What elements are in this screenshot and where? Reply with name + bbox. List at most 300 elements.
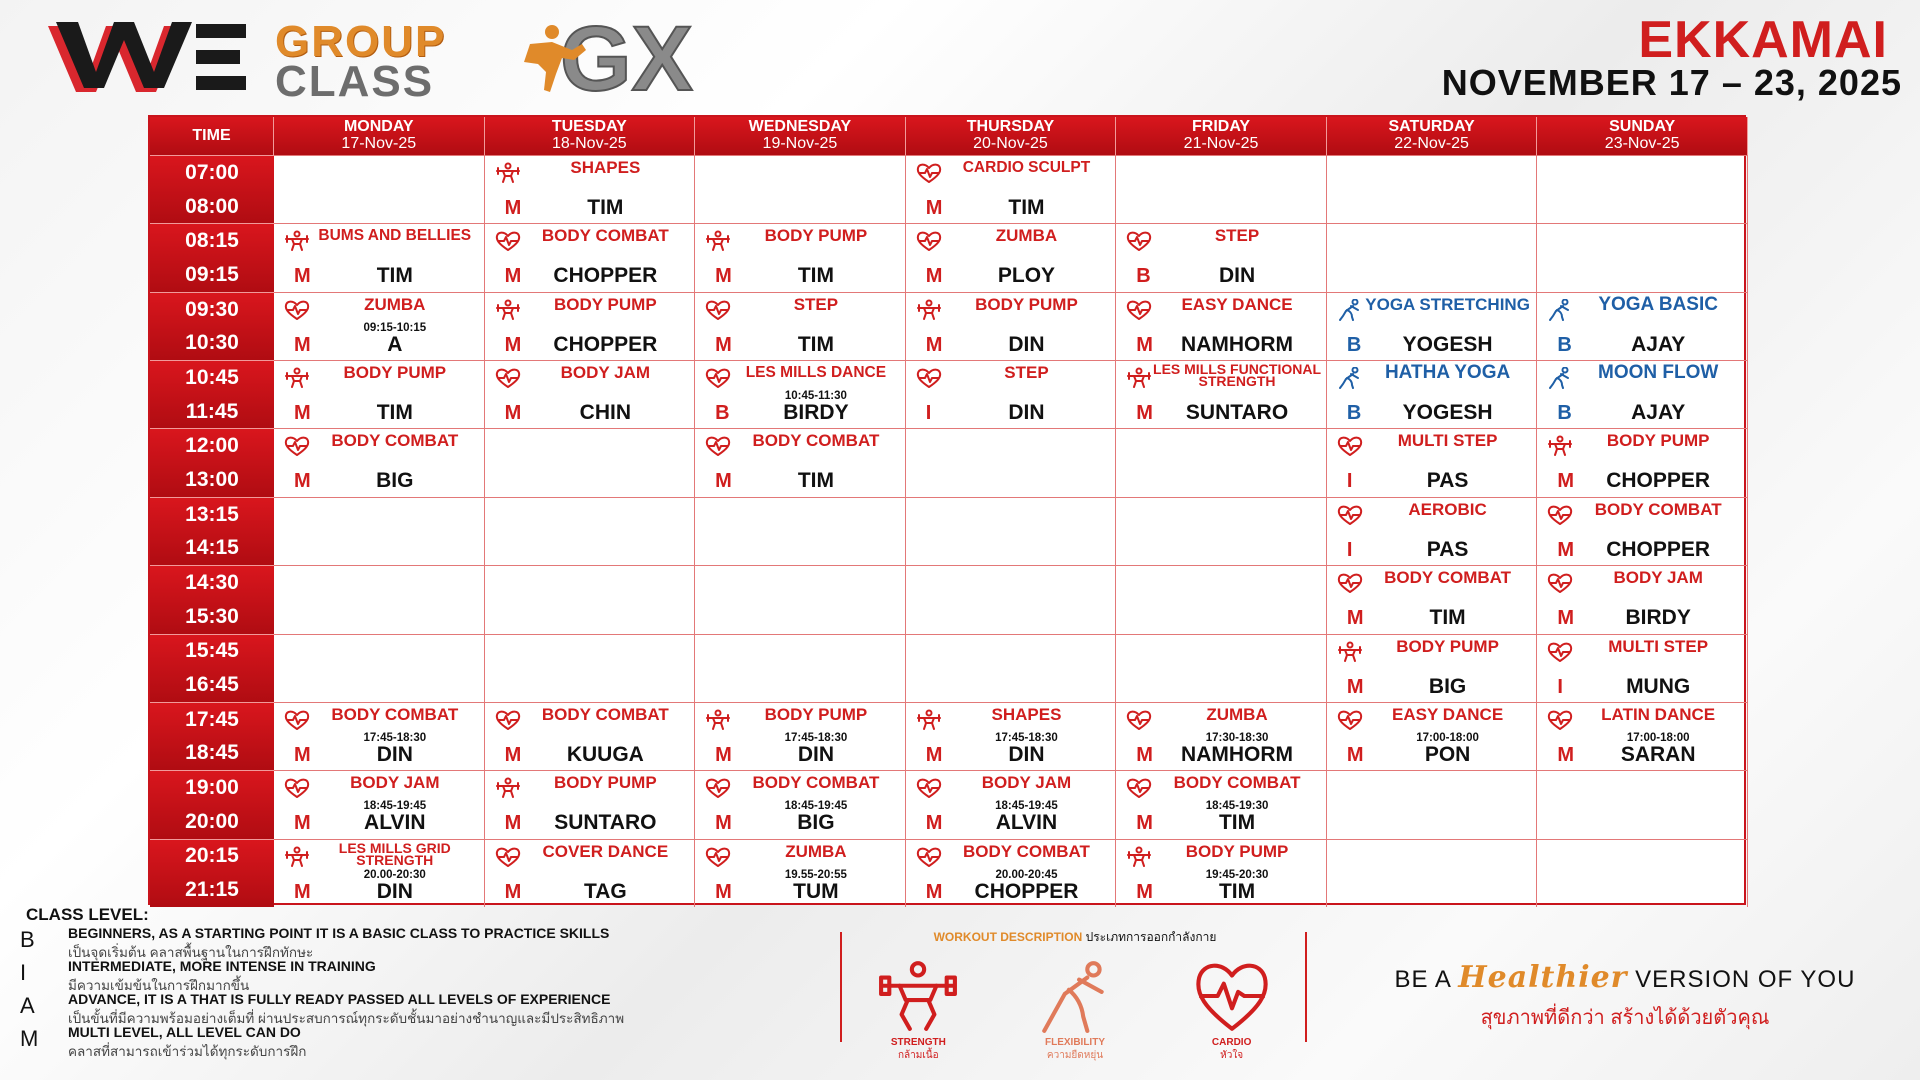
class-name: YOGA STRETCHING <box>1365 294 1530 314</box>
class-level: M <box>294 265 311 288</box>
class-cell <box>695 223 906 291</box>
class-name: LES MILLS DANCE <box>745 364 887 382</box>
slot-end: 08:00 <box>185 194 239 218</box>
slot-end: 18:45 <box>185 741 239 765</box>
strength-icon <box>495 777 521 799</box>
level-description-th: มีความเข้มข้นในการฝึกมากขึ้น <box>68 978 250 993</box>
slot-end: 14:15 <box>185 536 239 560</box>
class-name: BODY COMBAT <box>752 773 880 793</box>
svg-text:GX: GX <box>560 14 693 96</box>
class-level: M <box>715 333 732 356</box>
class-name: CARDIO SCULPT <box>962 159 1091 176</box>
class-level: I <box>1557 675 1563 698</box>
workout-flexibility <box>1015 955 1135 1063</box>
class-time: 20.00-20:30 <box>363 868 426 881</box>
day-name: THURSDAY <box>966 118 1055 135</box>
day-date: 23-Nov-25 <box>1604 135 1680 152</box>
empty-cell <box>1327 155 1538 223</box>
class-name: LES MILLS FUNCTIONAL STRENGTH <box>1153 361 1322 390</box>
we-logo <box>48 18 248 96</box>
class-time: 18:45-19:45 <box>363 800 427 813</box>
cardio-icon <box>284 777 310 799</box>
day-date: 20-Nov-25 <box>973 135 1048 152</box>
class-level: I <box>1346 538 1353 561</box>
trainer-name: TIM <box>1218 879 1256 903</box>
time-slot <box>150 428 274 496</box>
class-cell <box>1116 360 1327 428</box>
cardio-icon <box>1547 504 1573 526</box>
strength-icon <box>1126 367 1152 389</box>
class-name: BODY COMBAT <box>541 226 669 246</box>
class-cell <box>1537 565 1748 633</box>
class-time: 18:45-19:30 <box>1205 800 1269 813</box>
class-level: M <box>294 743 311 766</box>
cardio-icon <box>1547 641 1573 663</box>
class-cell <box>1327 634 1538 702</box>
class-level: B <box>715 402 730 425</box>
cardio-icon <box>916 367 942 389</box>
cardio-icon <box>495 367 521 389</box>
class-cell <box>1537 702 1748 770</box>
empty-cell <box>1537 770 1748 838</box>
class-time: 19.55-20:55 <box>784 868 847 881</box>
class-time: 19:45-20:30 <box>1205 868 1269 881</box>
class-level: M <box>1136 880 1153 903</box>
empty-cell <box>1116 497 1327 565</box>
class-cell <box>906 155 1117 223</box>
trainer-name: BIG <box>376 469 414 493</box>
slot-start: 14:30 <box>185 570 239 594</box>
class-name: STEP <box>1214 226 1260 246</box>
class-cell <box>485 839 696 907</box>
class-name: BODY JAM <box>1613 568 1703 588</box>
class-level: M <box>504 197 522 219</box>
cardio-icon <box>1191 955 1273 1037</box>
class-level: M <box>925 743 943 766</box>
day-name: SUNDAY <box>1609 118 1676 135</box>
class-name: BODY PUMP <box>1606 431 1710 451</box>
class-cell <box>1327 292 1538 360</box>
class-level: M <box>1346 743 1364 766</box>
class-time: 18:45-19:45 <box>995 800 1058 813</box>
class-level: M <box>1136 743 1153 766</box>
level-letter: I <box>20 960 27 985</box>
class-cell <box>1327 497 1538 565</box>
class-cell <box>906 360 1117 428</box>
strength-icon <box>284 846 310 868</box>
empty-cell <box>1116 634 1327 702</box>
class-level: M <box>1136 402 1153 425</box>
class-time: 20.00-20:45 <box>995 868 1058 881</box>
cardio-icon <box>495 846 521 868</box>
legend-level-b <box>20 925 820 958</box>
time-header: TIME <box>150 117 274 155</box>
time-slot <box>150 155 274 223</box>
class-name: BODY PUMP <box>764 226 868 246</box>
level-letter: B <box>20 927 35 952</box>
class-name: HATHA YOGA <box>1384 362 1511 384</box>
time-slot <box>150 634 274 702</box>
slot-start: 08:15 <box>185 229 239 253</box>
class-level: M <box>504 402 522 425</box>
class-level: M <box>1136 333 1153 356</box>
class-time: 17:00-18:00 <box>1626 731 1690 744</box>
empty-cell <box>485 565 696 633</box>
empty-cell <box>1116 428 1327 496</box>
class-level: M <box>294 470 311 493</box>
class-cell <box>1327 702 1538 770</box>
slot-end: 15:30 <box>185 604 239 628</box>
day-date: 18-Nov-25 <box>551 135 627 152</box>
empty-cell <box>695 155 906 223</box>
class-level: M <box>715 265 732 288</box>
slogan-post: VERSION OF YOU <box>1627 966 1856 993</box>
flexibility-label-th: ความยืดหยุ่น <box>1046 1050 1104 1061</box>
slot-start: 17:45 <box>185 707 239 731</box>
trainer-name: YOGESH <box>1402 401 1493 425</box>
workout-description <box>840 928 1310 1063</box>
class-level: M <box>504 333 522 356</box>
time-slot <box>150 839 274 907</box>
class-level: M <box>925 265 943 288</box>
class-name: BODY COMBAT <box>1173 773 1301 793</box>
cardio-icon <box>495 230 521 252</box>
class-cell <box>695 839 906 907</box>
slot-end: 10:30 <box>185 331 239 355</box>
slot-end: 16:45 <box>185 673 239 697</box>
class-cell <box>1116 292 1327 360</box>
cardio-icon <box>1547 709 1573 731</box>
legend-level-a <box>20 991 820 1024</box>
trainer-name: TAG <box>583 879 627 903</box>
empty-cell <box>1327 770 1538 838</box>
trainer-name: TIM <box>1218 811 1256 835</box>
class-time: 18:45-19:45 <box>784 800 848 813</box>
flexibility-icon <box>1034 955 1116 1037</box>
class-level: M <box>715 880 732 903</box>
class-name: BODY PUMP <box>1396 636 1499 656</box>
class-cell <box>274 292 485 360</box>
workout-title-en: WORKOUT DESCRIPTION <box>933 930 1083 944</box>
day-header-sunday <box>1537 117 1748 155</box>
day-header-tuesday <box>485 117 696 155</box>
class-name: MOON FLOW <box>1598 362 1719 384</box>
class-level: M <box>925 197 943 219</box>
class-level: M <box>294 402 311 425</box>
class-level: M <box>925 880 943 903</box>
class-cell <box>1327 428 1538 496</box>
cardio-icon <box>916 162 942 184</box>
class-name: STEP <box>1004 363 1049 383</box>
class-name: BODY JAM <box>350 773 440 793</box>
empty-cell <box>1537 155 1748 223</box>
trainer-name: BIRDY <box>783 401 849 425</box>
trainer-name: CHOPPER <box>974 879 1079 903</box>
cardio-label-th: หัวใจ <box>1220 1050 1244 1061</box>
class-level: M <box>1136 812 1153 835</box>
empty-cell <box>1537 839 1748 907</box>
class-level: B <box>1557 333 1572 356</box>
class-name: BODY JAM <box>560 363 651 383</box>
cardio-icon <box>1337 504 1363 526</box>
class-name: SHAPES <box>991 704 1062 724</box>
class-name: STEP <box>793 294 839 314</box>
class-level-legend <box>20 905 820 1057</box>
empty-cell <box>274 634 485 702</box>
day-name: FRIDAY <box>1191 118 1251 135</box>
cardio-icon <box>1126 230 1152 252</box>
class-schedule-table <box>148 115 1746 905</box>
trainer-name: PAS <box>1426 469 1469 493</box>
class-cell <box>1327 565 1538 633</box>
empty-cell <box>485 428 696 496</box>
day-name: SATURDAY <box>1388 118 1475 135</box>
trainer-name: YOGESH <box>1402 332 1493 356</box>
empty-cell <box>274 155 485 223</box>
class-level: M <box>715 470 732 493</box>
strength-icon <box>1126 846 1152 868</box>
logo-text-class: CLASS <box>275 57 435 106</box>
trainer-name: BIG <box>1428 674 1467 698</box>
class-name: BODY PUMP <box>1185 841 1289 861</box>
trainer-name: SUNTARO <box>554 811 657 835</box>
class-cell <box>1537 428 1748 496</box>
branch-name: EKKAMAI <box>1638 11 1888 69</box>
class-name: BODY COMBAT <box>331 704 459 724</box>
slogan-em: Healthier <box>1458 960 1628 995</box>
class-name: BODY PUMP <box>975 294 1078 314</box>
cardio-icon <box>705 777 731 799</box>
slot-end: 11:45 <box>185 399 239 423</box>
class-cell <box>906 770 1117 838</box>
class-level: M <box>294 880 311 903</box>
trainer-name: DIN <box>376 742 413 766</box>
empty-cell <box>906 634 1117 702</box>
class-time: 17:00-18:00 <box>1416 731 1479 744</box>
class-name: LES MILLS GRID STRENGTH <box>338 839 451 868</box>
class-level: M <box>504 880 522 903</box>
class-name: BODY COMBAT <box>1384 568 1512 588</box>
class-level: B <box>1346 333 1362 356</box>
strength-icon <box>495 162 521 184</box>
class-cell <box>695 428 906 496</box>
slot-start: 09:30 <box>185 297 239 321</box>
legend-level-m <box>20 1024 820 1057</box>
strength-icon <box>1547 435 1573 457</box>
day-date: 21-Nov-25 <box>1183 135 1259 152</box>
class-cell <box>274 360 485 428</box>
cardio-icon <box>284 435 310 457</box>
workout-strength <box>858 955 978 1063</box>
class-name: BODY PUMP <box>343 363 447 383</box>
class-name: MULTI STEP <box>1397 431 1498 451</box>
level-description: BEGINNERS, AS A STARTING POINT IT IS A BASIC CLASS TO PRACTICE SKILLS <box>68 925 610 941</box>
cardio-label: CARDIO <box>1211 1037 1252 1048</box>
class-level: M <box>1557 743 1575 766</box>
class-cell <box>485 360 696 428</box>
level-description-th: เป็นจุดเริ่มต้น คลาสพื้นฐานในการฝึกทักษะ <box>68 945 314 960</box>
class-level: M <box>504 743 522 766</box>
level-description: INTERMEDIATE, MORE INTENSE IN TRAINING <box>68 958 376 974</box>
cardio-icon <box>705 435 731 457</box>
slot-start: 20:15 <box>185 844 239 868</box>
class-cell <box>485 223 696 291</box>
class-name: BODY JAM <box>981 773 1072 793</box>
class-cell <box>1116 770 1327 838</box>
class-level: M <box>1346 607 1364 630</box>
flexibility-icon <box>1337 367 1363 389</box>
trainer-name: MUNG <box>1626 674 1691 698</box>
workout-title <box>840 928 1310 947</box>
empty-cell <box>906 428 1117 496</box>
slogan-line1 <box>1355 960 1895 995</box>
class-name: EASY DANCE <box>1392 704 1504 724</box>
cardio-icon <box>1126 709 1152 731</box>
trainer-name: TIM <box>797 332 834 356</box>
class-level: M <box>1557 607 1575 630</box>
cardio-icon <box>1126 777 1152 799</box>
slogan-pre: BE A <box>1394 966 1459 993</box>
cardio-icon <box>284 709 310 731</box>
legend-level-i <box>20 958 820 991</box>
cardio-icon <box>916 230 942 252</box>
empty-cell <box>906 565 1117 633</box>
class-level: B <box>1136 265 1151 288</box>
logo-text-group: GROUP <box>275 17 447 66</box>
slot-start: 13:15 <box>185 502 239 526</box>
strength-icon <box>705 230 731 252</box>
class-cell <box>485 155 696 223</box>
legend-title: CLASS LEVEL: <box>26 905 149 924</box>
slot-end: 20:00 <box>185 809 239 833</box>
strength-label-th: กล้ามเนื้อ <box>898 1050 939 1061</box>
class-cell <box>695 702 906 770</box>
class-cell <box>1327 360 1538 428</box>
class-cell <box>695 770 906 838</box>
slogan-thai: สุขภาพที่ดีกว่า สร้างได้ด้วยตัวคุณ <box>1480 1007 1770 1029</box>
trainer-name: BIG <box>797 811 835 835</box>
trainer-name: TIM <box>376 264 413 288</box>
class-time: 17:30-18:30 <box>1205 731 1269 744</box>
workout-cardio <box>1172 955 1292 1063</box>
class-cell <box>695 292 906 360</box>
trainer-name: SUNTARO <box>1185 401 1289 425</box>
strength-icon <box>916 299 942 321</box>
class-cell <box>695 360 906 428</box>
class-cell <box>1116 702 1327 770</box>
class-cell <box>274 839 485 907</box>
class-cell <box>274 770 485 838</box>
gx-logo-icon <box>520 14 725 96</box>
class-name: AEROBIC <box>1408 499 1487 519</box>
cardio-icon <box>1126 299 1152 321</box>
day-header-friday <box>1116 117 1327 155</box>
level-letter: A <box>20 993 35 1018</box>
class-name: BODY PUMP <box>764 704 868 724</box>
class-level: M <box>1557 470 1575 493</box>
class-time: 09:15-10:15 <box>363 321 427 334</box>
trainer-name: TIM <box>797 264 834 288</box>
trainer-name: CHOPPER <box>553 264 658 288</box>
trainer-name: CHIN <box>579 401 632 425</box>
trainer-name: DIN <box>1008 401 1045 425</box>
strength-icon <box>705 709 731 731</box>
class-level: M <box>925 333 943 356</box>
class-level: I <box>1346 470 1353 493</box>
cardio-icon <box>495 709 521 731</box>
class-name: MULTI STEP <box>1608 636 1709 656</box>
flexibility-label: FLEXIBILITY <box>1044 1037 1105 1048</box>
cardio-icon <box>1337 435 1363 457</box>
level-letter: M <box>20 1026 39 1051</box>
trainer-name: SARAN <box>1620 742 1696 766</box>
strength-icon <box>495 299 521 321</box>
class-cell <box>906 292 1117 360</box>
class-name: SHAPES <box>570 158 641 177</box>
empty-cell <box>695 565 906 633</box>
slot-start: 07:00 <box>185 160 239 184</box>
trainer-name: NAMHORM <box>1181 332 1294 356</box>
class-name: ZUMBA <box>995 226 1058 246</box>
trainer-name: PON <box>1424 742 1471 766</box>
class-cell <box>1537 292 1748 360</box>
trainer-name: AJAY <box>1631 332 1686 356</box>
trainer-name: DIN <box>1008 742 1045 766</box>
class-level: M <box>1346 675 1364 698</box>
time-slot <box>150 770 274 838</box>
trainer-name: PLOY <box>997 264 1056 288</box>
flexibility-icon <box>1337 299 1363 321</box>
class-cell <box>485 702 696 770</box>
class-name: BODY PUMP <box>554 294 657 314</box>
class-cell <box>906 839 1117 907</box>
day-name: MONDAY <box>343 118 414 135</box>
day-date: 22-Nov-25 <box>1394 135 1469 152</box>
time-slot <box>150 360 274 428</box>
slot-end: 13:00 <box>185 467 239 491</box>
cardio-icon <box>1337 572 1363 594</box>
time-slot <box>150 223 274 291</box>
class-time: 17:45-18:30 <box>995 731 1058 744</box>
strength-icon <box>284 230 310 252</box>
flexibility-icon <box>1547 299 1573 321</box>
empty-cell <box>485 497 696 565</box>
trainer-name: TUM <box>793 879 839 903</box>
slot-start: 19:00 <box>185 776 239 800</box>
class-level: I <box>925 402 932 425</box>
strength-icon <box>284 367 310 389</box>
class-level: M <box>715 812 732 835</box>
class-cell <box>485 292 696 360</box>
cardio-icon <box>705 846 731 868</box>
empty-cell <box>485 634 696 702</box>
strength-icon <box>877 955 959 1037</box>
class-name: YOGA BASIC <box>1598 293 1718 315</box>
class-level: M <box>294 333 311 356</box>
workout-title-th: ประเภทการออกกำลังกาย <box>1085 930 1217 944</box>
class-name: LATIN DANCE <box>1601 704 1716 724</box>
class-level: B <box>1346 402 1362 425</box>
trainer-name: TIM <box>1429 606 1466 630</box>
day-header-monday <box>274 117 485 155</box>
cardio-icon <box>705 367 731 389</box>
day-header-thursday <box>906 117 1117 155</box>
strength-icon <box>1337 641 1363 663</box>
group-class-logo <box>275 17 447 106</box>
trainer-name: KUUGA <box>566 742 644 766</box>
class-name: BODY PUMP <box>554 773 657 793</box>
class-name: BUMS AND BELLIES <box>318 227 472 245</box>
